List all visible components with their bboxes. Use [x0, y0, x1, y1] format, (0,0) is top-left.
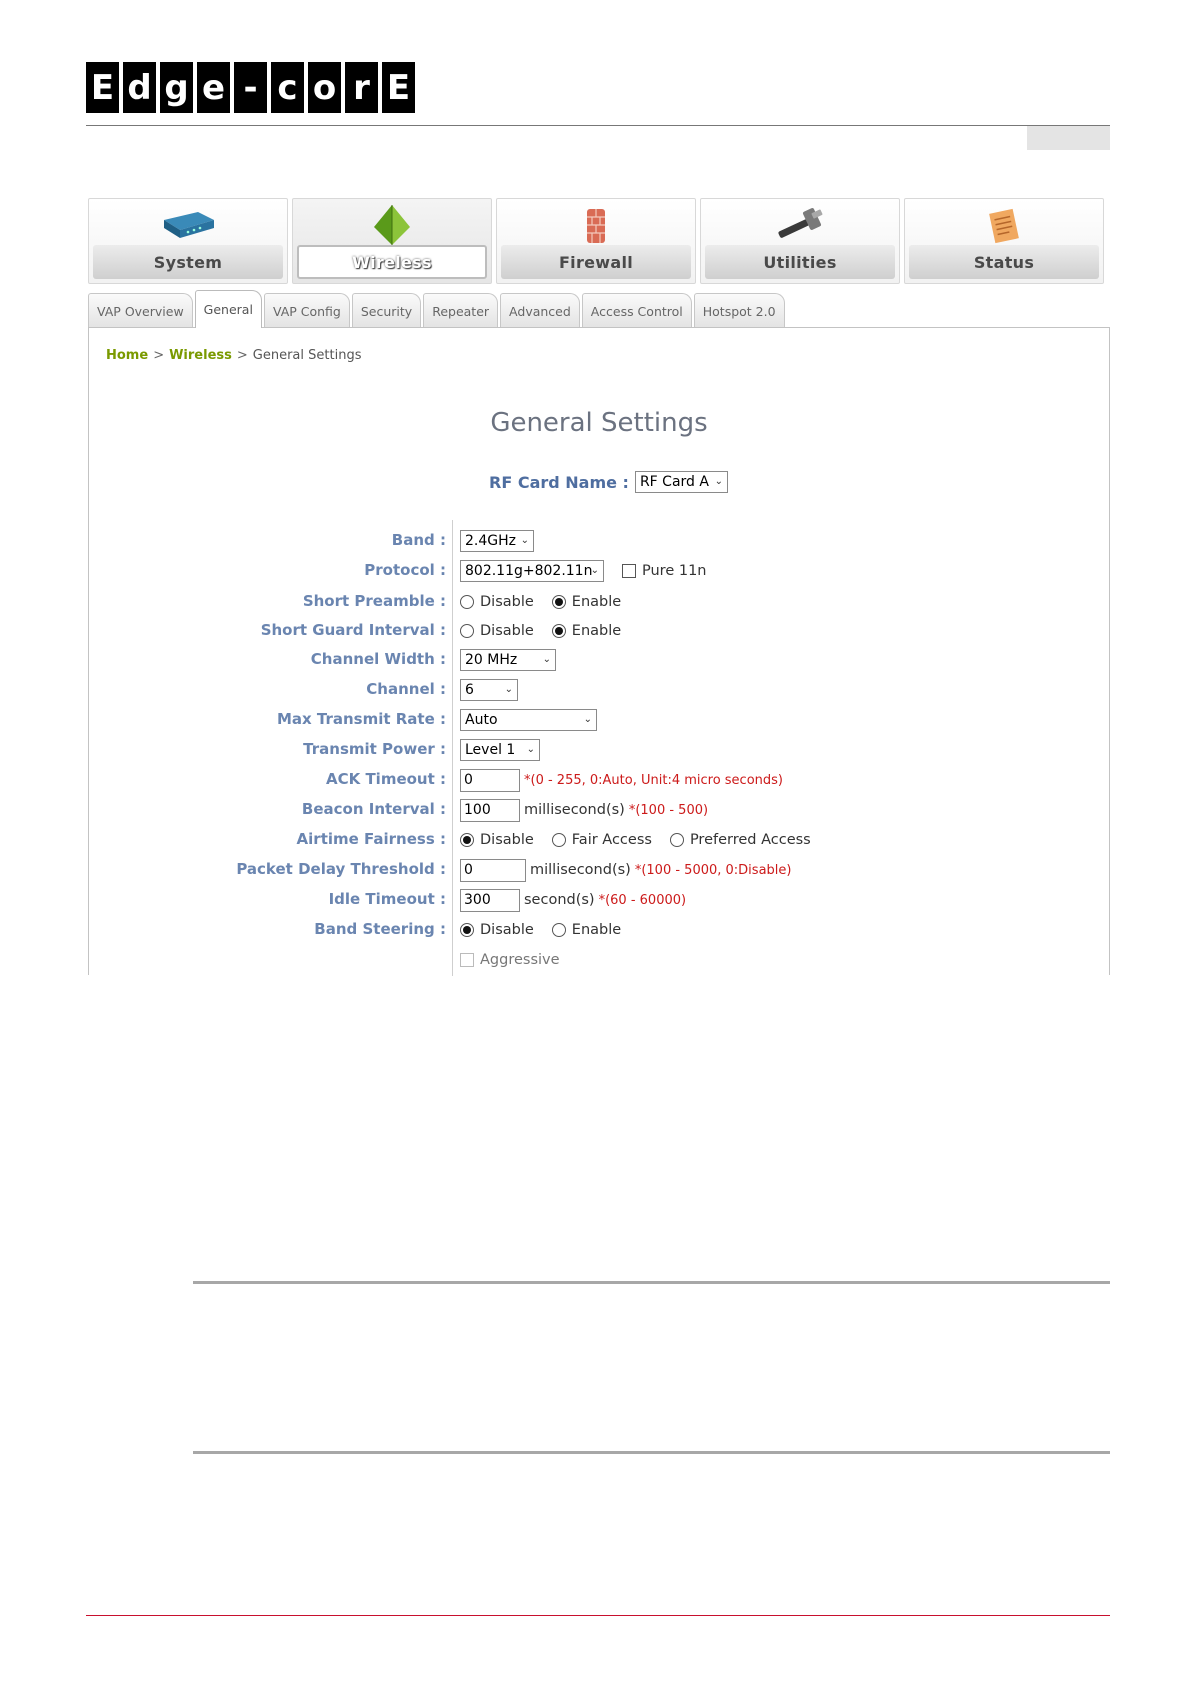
nav-label: Wireless — [297, 245, 487, 279]
chevron-down-icon: ⌄ — [526, 744, 535, 755]
band-select[interactable] — [460, 530, 534, 552]
nav-firewall-button[interactable] — [496, 198, 696, 284]
airtime-fair-radio[interactable] — [552, 833, 566, 847]
tx-power-row — [89, 737, 1109, 763]
packet-delay-input[interactable]: 0 — [460, 859, 526, 882]
protocol-label: Protocol : — [364, 561, 446, 579]
channel-value: 6 — [465, 682, 474, 698]
tx-power-label: Transmit Power : — [303, 740, 446, 758]
max-tx-rate-value: Auto — [465, 712, 498, 728]
wireless-pyramid-icon — [362, 205, 422, 245]
rf-card-select[interactable] — [635, 471, 728, 493]
breadcrumb — [106, 348, 361, 363]
beacon-row — [89, 797, 1109, 823]
nav-label: Status — [909, 245, 1099, 279]
ack-timeout-hint: *(0 - 255, 0:Auto, Unit:4 micro seconds) — [524, 772, 783, 788]
channel-width-select[interactable] — [460, 649, 556, 671]
band-steering-disable-radio[interactable] — [460, 923, 474, 937]
packet-delay-unit: millisecond(s) — [530, 862, 631, 878]
nav-label: System — [93, 245, 283, 279]
chevron-down-icon: ⌄ — [520, 535, 529, 546]
packet-delay-row — [89, 857, 1109, 883]
beacon-input[interactable]: 100 — [460, 799, 520, 822]
channel-width-value: 20 MHz — [465, 652, 518, 668]
content-panel — [88, 327, 1110, 975]
edgecore-logo — [86, 62, 419, 113]
radio-label: Disable — [480, 832, 534, 848]
packet-delay-label: Packet Delay Threshold : — [236, 860, 446, 878]
airtime-preferred-radio[interactable] — [670, 833, 684, 847]
channel-select[interactable] — [460, 679, 518, 701]
idle-timeout-label: Idle Timeout : — [328, 890, 446, 908]
ack-timeout-input[interactable]: 0 — [460, 769, 520, 792]
short-preamble-label: Short Preamble : — [302, 592, 446, 610]
aggressive-checkbox[interactable] — [460, 953, 474, 967]
logo-letter: - — [234, 62, 267, 113]
beacon-unit: millisecond(s) — [524, 802, 625, 818]
nav-status-button[interactable] — [904, 198, 1104, 284]
short-guard-enable-radio[interactable] — [552, 624, 566, 638]
short-preamble-row — [89, 589, 1109, 615]
max-tx-rate-row — [89, 707, 1109, 733]
radio-label: Preferred Access — [689, 832, 811, 848]
breadcrumb-current: General Settings — [252, 348, 362, 363]
beacon-label: Beacon Interval : — [301, 800, 446, 818]
chevron-down-icon: ⌄ — [590, 565, 599, 576]
header-divider — [86, 125, 1110, 126]
band-row — [89, 528, 1109, 554]
radio-label: Disable — [480, 623, 534, 639]
short-preamble-disable-radio[interactable] — [460, 595, 474, 609]
chevron-down-icon: ⌄ — [714, 476, 723, 487]
rf-card-label: RF Card Name : — [489, 472, 629, 492]
radio-label: Disable — [480, 594, 534, 610]
logo-letter: r — [345, 62, 378, 113]
breadcrumb-separator: > — [236, 348, 248, 363]
page-title: General Settings — [490, 408, 708, 438]
nav-utilities-button[interactable] — [700, 198, 900, 284]
logo-letter: E — [86, 62, 119, 113]
nav-system-button[interactable] — [88, 198, 288, 284]
tx-power-select[interactable] — [460, 739, 540, 761]
tx-power-value: Level 1 — [465, 742, 516, 758]
breadcrumb-separator: > — [153, 348, 165, 363]
channel-label: Channel : — [366, 680, 446, 698]
aggressive-row — [89, 947, 1109, 973]
channel-width-row — [89, 647, 1109, 673]
max-tx-rate-label: Max Transmit Rate : — [276, 710, 446, 728]
logo-letter: e — [197, 62, 230, 113]
logo-letter: g — [160, 62, 193, 113]
protocol-select[interactable] — [460, 560, 604, 582]
short-guard-disable-radio[interactable] — [460, 624, 474, 638]
protocol-value: 802.11g+802.11n — [465, 563, 593, 579]
nav-label: Utilities — [705, 245, 895, 279]
router-icon — [158, 205, 218, 245]
short-guard-label: Short Guard Interval : — [260, 621, 446, 639]
breadcrumb-home-link[interactable]: Home — [106, 348, 149, 363]
nav-label: Firewall — [501, 245, 691, 279]
channel-row — [89, 677, 1109, 703]
tab-security[interactable]: Security — [352, 293, 421, 328]
chevron-down-icon: ⌄ — [504, 684, 513, 695]
airtime-label: Airtime Fairness : — [296, 830, 446, 848]
tab-vap-overview[interactable]: VAP Overview — [88, 293, 193, 328]
logo-letter: c — [271, 62, 304, 113]
aggressive-label: Aggressive — [480, 952, 560, 968]
tab-access-control[interactable]: Access Control — [582, 293, 692, 328]
main-nav — [88, 198, 1104, 284]
note-divider-bottom — [193, 1451, 1110, 1454]
tab-general[interactable]: General — [195, 290, 262, 328]
max-tx-rate-select[interactable] — [460, 709, 597, 731]
channel-width-label: Channel Width : — [310, 650, 446, 668]
short-guard-row — [89, 618, 1109, 644]
radio-label: Enable — [571, 922, 622, 938]
hammer-icon — [770, 205, 830, 245]
band-steering-enable-radio[interactable] — [552, 923, 566, 937]
tab-repeater[interactable]: Repeater — [423, 293, 498, 328]
firewall-brick-icon — [566, 205, 626, 245]
tab-hotspot[interactable]: Hotspot 2.0 — [694, 293, 785, 328]
logo-letter: d — [123, 62, 156, 113]
sub-tabs — [88, 290, 787, 328]
idle-timeout-unit: second(s) — [524, 892, 595, 908]
band-steering-label: Band Steering : — [314, 920, 446, 938]
ack-timeout-row — [89, 767, 1109, 793]
tab-vap-config[interactable]: VAP Config — [264, 293, 350, 328]
band-steering-row — [89, 917, 1109, 943]
tab-advanced[interactable]: Advanced — [500, 293, 580, 328]
beacon-hint: *(100 - 500) — [628, 802, 709, 818]
header-grey-tab — [1027, 126, 1110, 150]
radio-label: Disable — [480, 922, 534, 938]
idle-timeout-row — [89, 887, 1109, 913]
document-icon — [974, 205, 1034, 245]
airtime-row — [89, 827, 1109, 853]
band-value: 2.4GHz — [465, 533, 516, 549]
rf-card-selector — [489, 471, 728, 493]
logo-letter: o — [308, 62, 341, 113]
idle-timeout-hint: *(60 - 60000) — [598, 892, 687, 908]
idle-timeout-input[interactable]: 300 — [460, 889, 520, 912]
rf-card-value: RF Card A — [639, 474, 709, 490]
protocol-row — [89, 558, 1109, 584]
logo-letter: E — [382, 62, 415, 113]
footer-divider — [86, 1615, 1110, 1616]
ack-timeout-label: ACK Timeout : — [325, 770, 446, 788]
radio-label: Fair Access — [571, 832, 652, 848]
short-preamble-enable-radio[interactable] — [552, 595, 566, 609]
radio-label: Enable — [571, 623, 622, 639]
packet-delay-hint: *(100 - 5000, 0:Disable) — [634, 862, 792, 878]
note-divider-top — [193, 1281, 1110, 1284]
nav-wireless-button[interactable] — [292, 198, 492, 284]
airtime-disable-radio[interactable] — [460, 833, 474, 847]
band-label: Band : — [391, 531, 446, 549]
pure-11n-checkbox[interactable] — [622, 564, 636, 578]
breadcrumb-wireless-link[interactable]: Wireless — [169, 348, 232, 363]
radio-label: Enable — [571, 594, 622, 610]
chevron-down-icon: ⌄ — [583, 714, 592, 725]
chevron-down-icon: ⌄ — [542, 654, 551, 665]
pure-11n-label: Pure 11n — [642, 563, 707, 579]
